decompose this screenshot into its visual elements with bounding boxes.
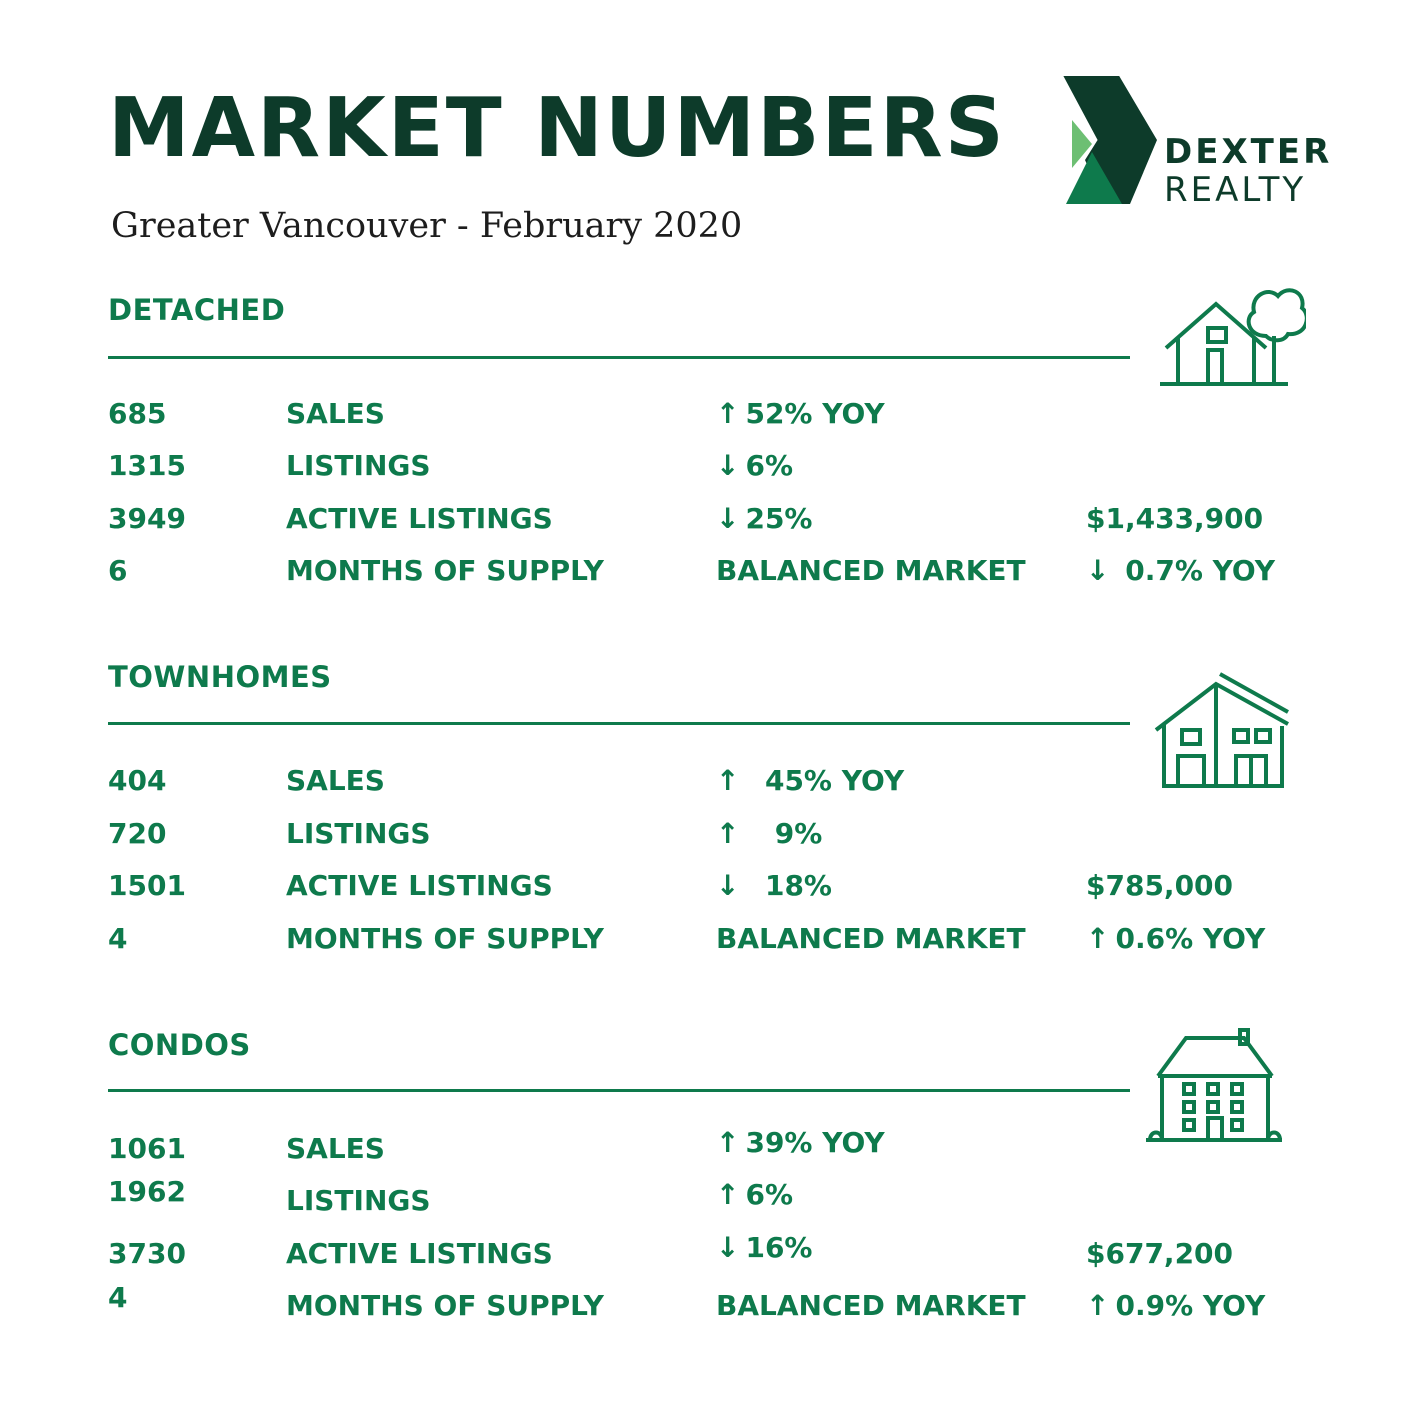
change-text: 45% YOY — [764, 764, 905, 797]
up-arrow-icon: ↑ — [716, 764, 740, 797]
change-text: 25% — [745, 502, 813, 535]
condos-listings-label: LISTINGS — [286, 1184, 431, 1217]
townhomes-benchmark-price: $785,000 — [1086, 869, 1234, 902]
up-arrow-icon: ↑ — [716, 397, 740, 430]
condos-supply-value: 4 — [108, 1281, 128, 1314]
down-arrow-icon: ↓ — [716, 869, 740, 902]
logo-mark-icon — [1062, 72, 1162, 212]
townhomes-sales-change — [716, 766, 904, 797]
townhomes-listings-label: LISTINGS — [286, 817, 431, 850]
detached-supply-label: MONTHS OF SUPPLY — [286, 554, 604, 587]
condos-benchmark-price: $677,200 — [1086, 1237, 1234, 1270]
down-arrow-icon: ↓ — [1086, 554, 1110, 587]
section-heading-detached: DETACHED — [108, 293, 286, 327]
down-arrow-icon: ↓ — [716, 449, 740, 482]
condos-listings-value: 1962 — [108, 1175, 186, 1208]
down-arrow-icon: ↓ — [716, 1231, 740, 1264]
section-divider — [108, 722, 1130, 725]
detached-sales-change — [716, 399, 885, 430]
detached-market-status: BALANCED MARKET — [716, 554, 1026, 587]
condos-price-change — [1086, 1291, 1265, 1322]
detached-listings-change — [716, 451, 793, 482]
change-text: 0.9% YOY — [1115, 1289, 1266, 1322]
change-text: 0.6% YOY — [1115, 922, 1266, 955]
townhomes-active-change — [716, 871, 832, 902]
section-divider — [108, 1089, 1130, 1092]
up-arrow-icon: ↑ — [1086, 922, 1110, 955]
condos-market-status: BALANCED MARKET — [716, 1289, 1026, 1322]
change-text: 52% YOY — [745, 397, 885, 430]
condos-supply-label: MONTHS OF SUPPLY — [286, 1289, 604, 1322]
townhomes-price-change — [1086, 924, 1265, 955]
townhomes-market-status: BALANCED MARKET — [716, 922, 1026, 955]
page-title: MARKET NUMBERS — [108, 81, 1006, 176]
townhomes-supply-value: 4 — [108, 922, 128, 955]
house-with-tree-icon — [1156, 276, 1306, 391]
condos-sales-change — [716, 1128, 885, 1159]
townhomes-active-value: 1501 — [108, 869, 186, 902]
section-divider — [108, 356, 1130, 359]
apartment-building-icon — [1142, 1026, 1287, 1146]
logo-word-dexter: DEXTER — [1164, 132, 1333, 172]
detached-active-label: ACTIVE LISTINGS — [286, 502, 553, 535]
detached-listings-label: LISTINGS — [286, 449, 431, 482]
up-arrow-icon: ↑ — [716, 1178, 740, 1211]
up-arrow-icon: ↑ — [1086, 1289, 1110, 1322]
up-arrow-icon: ↑ — [716, 817, 740, 850]
detached-supply-value: 6 — [108, 554, 128, 587]
up-arrow-icon: ↑ — [716, 1126, 740, 1159]
condos-active-value: 3730 — [108, 1237, 186, 1270]
condos-sales-value: 1061 — [108, 1132, 186, 1165]
townhomes-sales-value: 404 — [108, 764, 167, 797]
condos-active-label: ACTIVE LISTINGS — [286, 1237, 553, 1270]
detached-active-change — [716, 504, 813, 535]
change-text: 39% YOY — [745, 1126, 885, 1159]
change-text: 0.7% YOY — [1125, 554, 1275, 587]
detached-price-change — [1086, 556, 1275, 587]
detached-sales-label: SALES — [286, 397, 385, 430]
townhouse-icon — [1152, 668, 1292, 790]
change-text: 16% — [745, 1231, 813, 1264]
detached-listings-value: 1315 — [108, 449, 186, 482]
down-arrow-icon: ↓ — [716, 502, 740, 535]
condos-active-change — [716, 1233, 813, 1264]
townhomes-supply-label: MONTHS OF SUPPLY — [286, 922, 604, 955]
logo-word-realty: REALTY — [1164, 170, 1307, 210]
change-text: 6% — [745, 449, 794, 482]
page-subtitle: Greater Vancouver - February 2020 — [111, 206, 743, 246]
detached-active-value: 3949 — [108, 502, 186, 535]
townhomes-listings-value: 720 — [108, 817, 167, 850]
change-text: 9% — [774, 817, 823, 850]
townhomes-sales-label: SALES — [286, 764, 385, 797]
townhomes-active-label: ACTIVE LISTINGS — [286, 869, 553, 902]
section-heading-condos: CONDOS — [108, 1028, 251, 1062]
change-text: 18% — [764, 869, 832, 902]
condos-listings-change — [716, 1180, 793, 1211]
townhomes-listings-change — [716, 819, 822, 850]
change-text: 6% — [745, 1178, 794, 1211]
detached-benchmark-price: $1,433,900 — [1086, 502, 1264, 535]
condos-sales-label: SALES — [286, 1132, 385, 1165]
detached-sales-value: 685 — [108, 397, 167, 430]
section-heading-townhomes: TOWNHOMES — [108, 660, 332, 694]
